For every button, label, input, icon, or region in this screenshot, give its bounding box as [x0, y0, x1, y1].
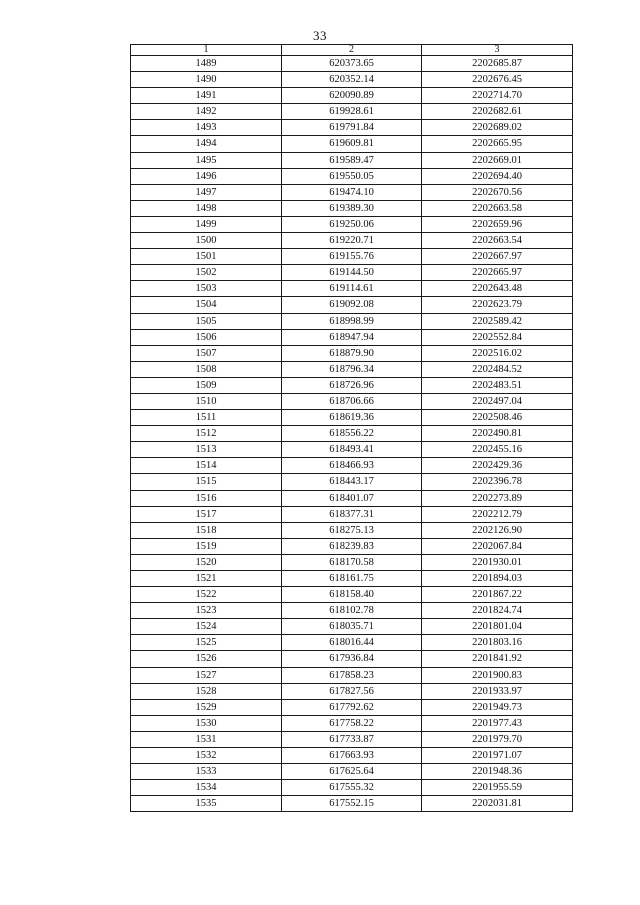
point-number-cell: 1499	[131, 216, 282, 232]
table-row	[131, 265, 573, 281]
y-coordinate-cell: 2202685.87	[422, 56, 573, 72]
table-row	[131, 410, 573, 426]
table-header	[131, 45, 573, 56]
x-coordinate-cell: 619250.06	[282, 216, 422, 232]
y-coordinate-cell: 2202552.84	[422, 329, 573, 345]
y-coordinate-cell: 2202483.51	[422, 377, 573, 393]
point-number-cell: 1516	[131, 490, 282, 506]
y-coordinate-cell: 2202665.95	[422, 136, 573, 152]
table-row	[131, 361, 573, 377]
header-col-1: 1	[131, 45, 282, 56]
y-coordinate-cell: 2201841.92	[422, 651, 573, 667]
header-col-2: 2	[282, 45, 422, 56]
point-number-cell: 1507	[131, 345, 282, 361]
x-coordinate-cell: 617625.64	[282, 764, 422, 780]
y-coordinate-cell: 2201933.97	[422, 683, 573, 699]
point-number-cell: 1517	[131, 506, 282, 522]
y-coordinate-cell: 2202714.70	[422, 88, 573, 104]
x-coordinate-cell: 619144.50	[282, 265, 422, 281]
y-coordinate-cell: 2202455.16	[422, 442, 573, 458]
table-row	[131, 587, 573, 603]
point-number-cell: 1530	[131, 715, 282, 731]
point-number-cell: 1510	[131, 393, 282, 409]
y-coordinate-cell: 2202663.54	[422, 233, 573, 249]
y-coordinate-cell: 2202497.04	[422, 393, 573, 409]
table-row	[131, 796, 573, 812]
point-number-cell: 1494	[131, 136, 282, 152]
y-coordinate-cell: 2202670.56	[422, 184, 573, 200]
table-row	[131, 764, 573, 780]
y-coordinate-cell: 2202694.40	[422, 168, 573, 184]
table-row	[131, 635, 573, 651]
table-row	[131, 152, 573, 168]
point-number-cell: 1511	[131, 410, 282, 426]
y-coordinate-cell: 2201971.07	[422, 748, 573, 764]
point-number-cell: 1505	[131, 313, 282, 329]
y-coordinate-cell: 2202126.90	[422, 522, 573, 538]
point-number-cell: 1501	[131, 249, 282, 265]
x-coordinate-cell: 617555.32	[282, 780, 422, 796]
y-coordinate-cell: 2201894.03	[422, 571, 573, 587]
y-coordinate-cell: 2202429.36	[422, 458, 573, 474]
table-row	[131, 377, 573, 393]
y-coordinate-cell: 2202689.02	[422, 120, 573, 136]
y-coordinate-cell: 2202508.46	[422, 410, 573, 426]
x-coordinate-cell: 619791.84	[282, 120, 422, 136]
y-coordinate-cell: 2201955.59	[422, 780, 573, 796]
table-row	[131, 393, 573, 409]
point-number-cell: 1496	[131, 168, 282, 184]
x-coordinate-cell: 620373.65	[282, 56, 422, 72]
x-coordinate-cell: 619114.61	[282, 281, 422, 297]
x-coordinate-cell: 618466.93	[282, 458, 422, 474]
table-row	[131, 200, 573, 216]
y-coordinate-cell: 2202665.97	[422, 265, 573, 281]
y-coordinate-cell: 2202623.79	[422, 297, 573, 313]
x-coordinate-cell: 618879.90	[282, 345, 422, 361]
point-number-cell: 1502	[131, 265, 282, 281]
table-row	[131, 184, 573, 200]
table-row	[131, 571, 573, 587]
page-number: 33	[313, 28, 327, 43]
y-coordinate-cell: 2202031.81	[422, 796, 573, 812]
table-row	[131, 683, 573, 699]
point-number-cell: 1492	[131, 104, 282, 120]
table-row	[131, 554, 573, 570]
x-coordinate-cell: 618170.58	[282, 554, 422, 570]
table-row	[131, 281, 573, 297]
y-coordinate-cell: 2202212.79	[422, 506, 573, 522]
table-row	[131, 651, 573, 667]
x-coordinate-cell: 619389.30	[282, 200, 422, 216]
x-coordinate-cell: 617733.87	[282, 731, 422, 747]
y-coordinate-cell: 2202273.89	[422, 490, 573, 506]
point-number-cell: 1504	[131, 297, 282, 313]
y-coordinate-cell: 2202676.45	[422, 72, 573, 88]
x-coordinate-cell: 619609.81	[282, 136, 422, 152]
table-row	[131, 88, 573, 104]
point-number-cell: 1533	[131, 764, 282, 780]
table-row	[131, 699, 573, 715]
table-row	[131, 442, 573, 458]
table-row	[131, 490, 573, 506]
point-number-cell: 1527	[131, 667, 282, 683]
table-row	[131, 603, 573, 619]
point-number-cell: 1534	[131, 780, 282, 796]
y-coordinate-cell: 2202490.81	[422, 426, 573, 442]
point-number-cell: 1520	[131, 554, 282, 570]
x-coordinate-cell: 618493.41	[282, 442, 422, 458]
x-coordinate-cell: 619928.61	[282, 104, 422, 120]
y-coordinate-cell: 2202067.84	[422, 538, 573, 554]
y-coordinate-cell: 2202667.97	[422, 249, 573, 265]
x-coordinate-cell: 618161.75	[282, 571, 422, 587]
point-number-cell: 1512	[131, 426, 282, 442]
x-coordinate-cell: 617552.15	[282, 796, 422, 812]
y-coordinate-cell: 2201948.36	[422, 764, 573, 780]
point-number-cell: 1491	[131, 88, 282, 104]
table-row	[131, 168, 573, 184]
table-row	[131, 136, 573, 152]
point-number-cell: 1535	[131, 796, 282, 812]
x-coordinate-cell: 619589.47	[282, 152, 422, 168]
point-number-cell: 1518	[131, 522, 282, 538]
table-row	[131, 120, 573, 136]
point-number-cell: 1497	[131, 184, 282, 200]
x-coordinate-cell: 619220.71	[282, 233, 422, 249]
x-coordinate-cell: 620352.14	[282, 72, 422, 88]
y-coordinate-cell: 2202663.58	[422, 200, 573, 216]
point-number-cell: 1528	[131, 683, 282, 699]
point-number-cell: 1489	[131, 56, 282, 72]
x-coordinate-cell: 618998.99	[282, 313, 422, 329]
x-coordinate-cell: 620090.89	[282, 88, 422, 104]
point-number-cell: 1503	[131, 281, 282, 297]
x-coordinate-cell: 618158.40	[282, 587, 422, 603]
y-coordinate-cell: 2201801.04	[422, 619, 573, 635]
x-coordinate-cell: 618706.66	[282, 393, 422, 409]
x-coordinate-cell: 619092.08	[282, 297, 422, 313]
x-coordinate-cell: 617936.84	[282, 651, 422, 667]
table-row	[131, 715, 573, 731]
point-number-cell: 1532	[131, 748, 282, 764]
x-coordinate-cell: 618726.96	[282, 377, 422, 393]
x-coordinate-cell: 618796.34	[282, 361, 422, 377]
table-row	[131, 506, 573, 522]
table-row	[131, 249, 573, 265]
y-coordinate-cell: 2201930.01	[422, 554, 573, 570]
table-row	[131, 458, 573, 474]
y-coordinate-cell: 2202396.78	[422, 474, 573, 490]
coordinates-table	[130, 44, 573, 812]
point-number-cell: 1500	[131, 233, 282, 249]
table-row	[131, 731, 573, 747]
y-coordinate-cell: 2201803.16	[422, 635, 573, 651]
y-coordinate-cell: 2201977.43	[422, 715, 573, 731]
table-row	[131, 56, 573, 72]
point-number-cell: 1498	[131, 200, 282, 216]
point-number-cell: 1513	[131, 442, 282, 458]
y-coordinate-cell: 2201867.22	[422, 587, 573, 603]
x-coordinate-cell: 617792.62	[282, 699, 422, 715]
x-coordinate-cell: 618947.94	[282, 329, 422, 345]
table-row	[131, 748, 573, 764]
x-coordinate-cell: 618102.78	[282, 603, 422, 619]
table-row	[131, 313, 573, 329]
point-number-cell: 1514	[131, 458, 282, 474]
y-coordinate-cell: 2201949.73	[422, 699, 573, 715]
x-coordinate-cell: 618275.13	[282, 522, 422, 538]
y-coordinate-cell: 2202643.48	[422, 281, 573, 297]
table-row	[131, 667, 573, 683]
x-coordinate-cell: 617858.23	[282, 667, 422, 683]
x-coordinate-cell: 619474.10	[282, 184, 422, 200]
point-number-cell: 1515	[131, 474, 282, 490]
table-row	[131, 345, 573, 361]
point-number-cell: 1529	[131, 699, 282, 715]
x-coordinate-cell: 618556.22	[282, 426, 422, 442]
point-number-cell: 1523	[131, 603, 282, 619]
table-body	[131, 56, 573, 812]
point-number-cell: 1531	[131, 731, 282, 747]
x-coordinate-cell: 618401.07	[282, 490, 422, 506]
table-row	[131, 522, 573, 538]
header-col-3: 3	[422, 45, 573, 56]
point-number-cell: 1490	[131, 72, 282, 88]
x-coordinate-cell: 619155.76	[282, 249, 422, 265]
y-coordinate-cell: 2202659.96	[422, 216, 573, 232]
x-coordinate-cell: 618619.36	[282, 410, 422, 426]
point-number-cell: 1495	[131, 152, 282, 168]
table-row	[131, 297, 573, 313]
table-row	[131, 474, 573, 490]
table-row	[131, 426, 573, 442]
table-row	[131, 216, 573, 232]
y-coordinate-cell: 2202484.52	[422, 361, 573, 377]
point-number-cell: 1524	[131, 619, 282, 635]
x-coordinate-cell: 618239.83	[282, 538, 422, 554]
x-coordinate-cell: 619550.05	[282, 168, 422, 184]
point-number-cell: 1508	[131, 361, 282, 377]
y-coordinate-cell: 2202589.42	[422, 313, 573, 329]
table-row	[131, 780, 573, 796]
x-coordinate-cell: 618443.17	[282, 474, 422, 490]
table-row	[131, 538, 573, 554]
x-coordinate-cell: 618035.71	[282, 619, 422, 635]
table-row	[131, 104, 573, 120]
y-coordinate-cell: 2201979.70	[422, 731, 573, 747]
y-coordinate-cell: 2201824.74	[422, 603, 573, 619]
y-coordinate-cell: 2202669.01	[422, 152, 573, 168]
y-coordinate-cell: 2202682.61	[422, 104, 573, 120]
point-number-cell: 1509	[131, 377, 282, 393]
table-row	[131, 329, 573, 345]
y-coordinate-cell: 2202516.02	[422, 345, 573, 361]
x-coordinate-cell: 617663.93	[282, 748, 422, 764]
point-number-cell: 1526	[131, 651, 282, 667]
point-number-cell: 1506	[131, 329, 282, 345]
point-number-cell: 1525	[131, 635, 282, 651]
x-coordinate-cell: 617758.22	[282, 715, 422, 731]
table-row	[131, 72, 573, 88]
point-number-cell: 1522	[131, 587, 282, 603]
point-number-cell: 1521	[131, 571, 282, 587]
point-number-cell: 1519	[131, 538, 282, 554]
point-number-cell: 1493	[131, 120, 282, 136]
table-row	[131, 619, 573, 635]
y-coordinate-cell: 2201900.83	[422, 667, 573, 683]
x-coordinate-cell: 618377.31	[282, 506, 422, 522]
header-row	[131, 45, 573, 56]
x-coordinate-cell: 618016.44	[282, 635, 422, 651]
table-row	[131, 233, 573, 249]
x-coordinate-cell: 617827.56	[282, 683, 422, 699]
